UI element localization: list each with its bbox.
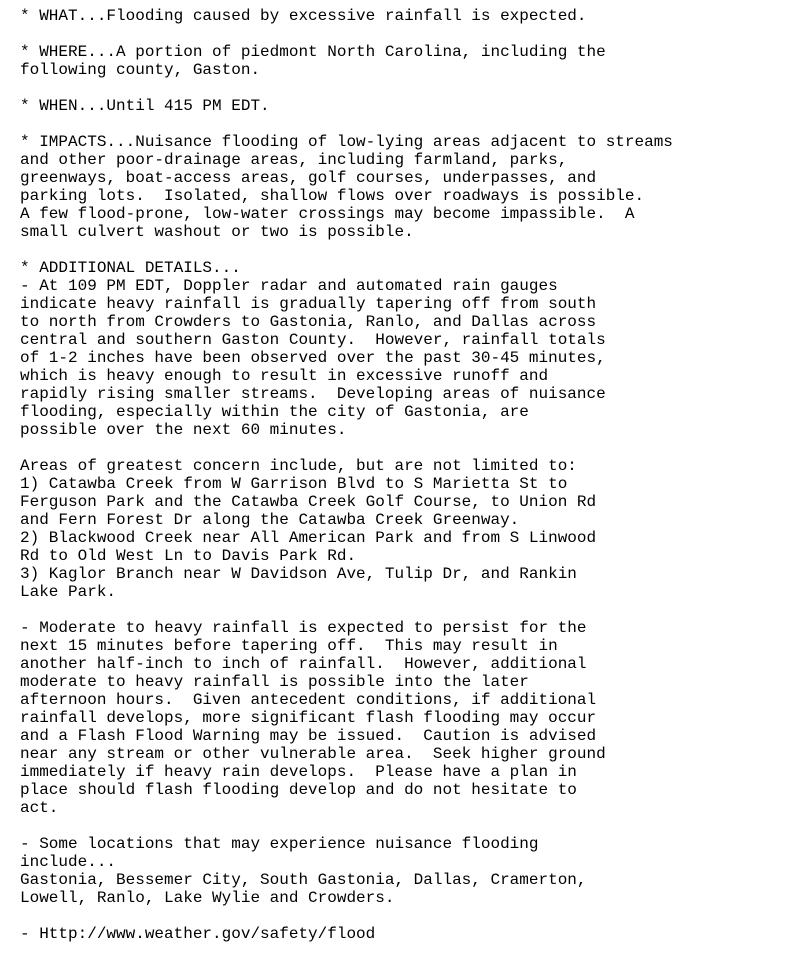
section-heading-line: * ADDITIONAL DETAILS... [20, 259, 241, 277]
blank-line [20, 79, 673, 97]
text-line: indicate heavy rainfall is gradually tapering off from south [20, 295, 597, 313]
text-line: another half-inch to inch of rainfall. However, additional [20, 655, 587, 673]
section-heading-line: * WHERE...A portion of piedmont North Carolina, including the [20, 43, 606, 61]
text-line: 2) Blackwood Creek near All American Park and from S Linwood [20, 529, 597, 547]
blank-line [20, 907, 673, 925]
text-line: which is heavy enough to result in excessive runoff and [20, 367, 549, 385]
text-line: to north from Crowders to Gastonia, Ranlo, and Dallas across [20, 313, 597, 331]
text-line: small culvert washout or two is possible. [20, 223, 414, 241]
text-line: near any stream or other vulnerable area. Seek higher ground [20, 745, 606, 763]
text-line: 3) Kaglor Branch near W Davidson Ave, Tulip Dr, and Rankin [20, 565, 577, 583]
section-heading-line: * WHAT...Flooding caused by excessive rainfall is expected. [20, 7, 587, 25]
text-line: rainfall develops, more significant flash flooding may occur [20, 709, 597, 727]
blank-line [20, 25, 673, 43]
text-line: next 15 minutes before tapering off. This may result in [20, 637, 558, 655]
text-line: of 1-2 inches have been observed over the past 30-45 minutes, [20, 349, 606, 367]
safety-link-line: - Http://www.weather.gov/safety/flood [20, 925, 376, 943]
section-heading-line: * WHEN...Until 415 PM EDT. [20, 97, 270, 115]
text-line: Rd to Old West Ln to Davis Park Rd. [20, 547, 357, 565]
text-line: Gastonia, Bessemer City, South Gastonia, Dallas, Cramerton, [20, 871, 587, 889]
text-line: A few flood-prone, low-water crossings may become impassible. A [20, 205, 635, 223]
text-line: rapidly rising smaller streams. Developing areas of nuisance [20, 385, 606, 403]
text-line: afternoon hours. Given antecedent conditions, if additional [20, 691, 597, 709]
text-line: - At 109 PM EDT, Doppler radar and automated rain gauges [20, 277, 558, 295]
text-line: and a Flash Flood Warning may be issued. Caution is advised [20, 727, 597, 745]
text-line: - Moderate to heavy rainfall is expected to persist for the [20, 619, 587, 637]
text-line: Ferguson Park and the Catawba Creek Golf Course, to Union Rd [20, 493, 597, 511]
text-line: - Some locations that may experience nuisance flooding [20, 835, 539, 853]
text-line: place should flash flooding develop and do not hesitate to [20, 781, 577, 799]
blank-line [20, 439, 673, 457]
text-line: moderate to heavy rainfall is possible into the later [20, 673, 529, 691]
text-line: following county, Gaston. [20, 61, 261, 79]
blank-line [20, 115, 673, 133]
text-line: Lake Park. [20, 583, 117, 601]
text-line: Areas of greatest concern include, but are not limited to: [20, 457, 577, 475]
weather-advisory-text [20, 7, 673, 943]
text-line: immediately if heavy rain develops. Please have a plan in [20, 763, 577, 781]
text-line: include... [20, 853, 117, 871]
text-line: and other poor-drainage areas, including farmland, parks, [20, 151, 568, 169]
text-line: act. [20, 799, 59, 817]
text-line: 1) Catawba Creek from W Garrison Blvd to S Marietta St to [20, 475, 568, 493]
text-line: and Fern Forest Dr along the Catawba Creek Greenway. [20, 511, 520, 529]
blank-line [20, 241, 673, 259]
blank-line [20, 601, 673, 619]
text-line: possible over the next 60 minutes. [20, 421, 347, 439]
text-line: parking lots. Isolated, shallow flows over roadways is possible. [20, 187, 645, 205]
section-heading-line: * IMPACTS...Nuisance flooding of low-lying areas adjacent to streams [20, 133, 673, 151]
blank-line [20, 817, 673, 835]
text-line: greenways, boat-access areas, golf courses, underpasses, and [20, 169, 597, 187]
text-line: central and southern Gaston County. However, rainfall totals [20, 331, 606, 349]
text-line: flooding, especially within the city of Gastonia, are [20, 403, 529, 421]
text-line: Lowell, Ranlo, Lake Wylie and Crowders. [20, 889, 395, 907]
